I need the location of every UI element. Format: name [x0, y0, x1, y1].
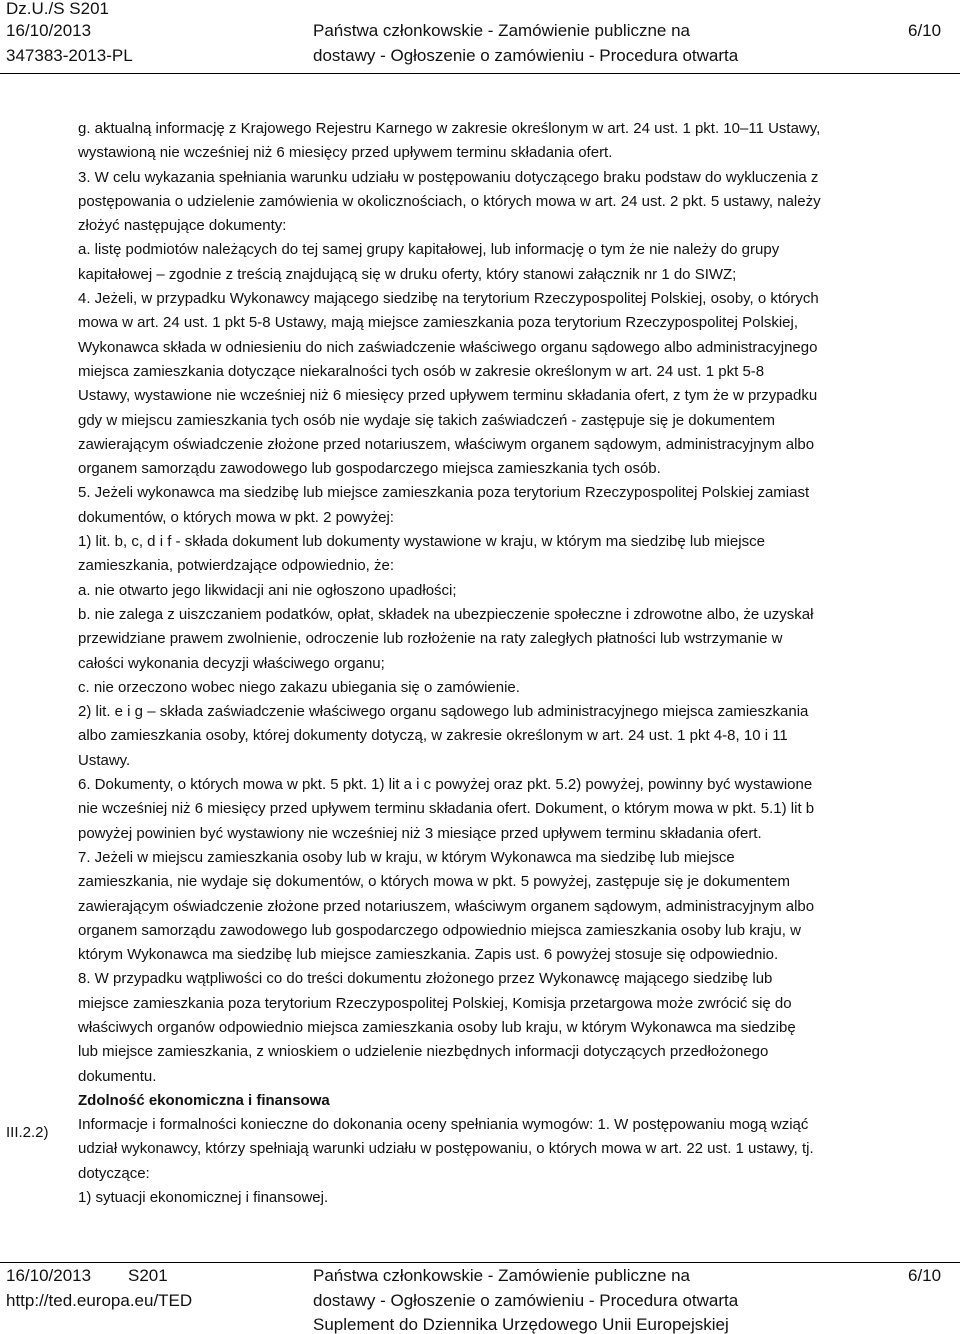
text-line: g. aktualną informację z Krajowego Rejestru Karnego w zakresie określonym w art. 24 ust. 1 pkt. 10–11 Ustawy, [78, 120, 821, 137]
header-divider [0, 73, 960, 74]
text-line: Wykonawca składa w odniesieniu do nich zaświadczenie właściwego organu sądowego albo administracyjnego [78, 338, 818, 356]
text-line: zawierającym oświadczenie złożone przed notariuszem, właściwym organem sądowym, administracyjnym albo [78, 897, 815, 915]
text-line: nie wcześniej niż 6 miesięcy przed upływem terminu składania ofert. Dokument, o którym mowa w pkt. 5.1) lit b [78, 800, 815, 818]
text-line: b. nie zalega z uiszczaniem podatków, opłat, składek na ubezpieczenie społeczne i zdrowotne albo, że uzyskał [78, 605, 814, 623]
footer-url[interactable]: http://ted.europa.eu/TED [6, 1291, 193, 1310]
header-page-number: 6/10 [908, 21, 942, 40]
footer-title-line3: Suplement do Dziennika Urzędowego Unii Europejskiej [313, 1315, 729, 1334]
text-line: albo zamieszkania osoby, której dokumenty dotyczą, w zakresie określonym w art. 24 ust. 1 pkt 4-8, 10 i 11 [78, 727, 788, 745]
text-line: organem samorządu zawodowego lub gospodarczego odpowiednio miejsca zamieszkania osoby lub kraju, w [78, 921, 801, 939]
text-line: kapitałowej – zgodnie z treścią znajdującą się w druku oferty, który stanowi załącznik nr 1 do SIWZ; [78, 265, 737, 283]
text-line: miejsce zamieszkania poza terytorium Rzeczypospolitej Polskiej, Komisja przetargowa może zwrócić się do [78, 994, 792, 1012]
text-line: powyżej powinien być wystawiony nie wcześniej niż 3 miesiące przed upływem terminu składania ofert. [78, 824, 762, 842]
text-line: 4. Jeżeli, w przypadku Wykonawcy mającego siedzibę na terytorium Rzeczypospolitej Polskiej, osoby, o których [78, 290, 819, 308]
text-line: gdy w miejscu zamieszkania tych osób nie wydaje się takich zaświadczeń - zastępuje się je dokumentem [78, 411, 775, 429]
text-line: a. listę podmiotów należących do tej samej grupy kapitałowej, lub informację o tym że nie należy do grupy [78, 241, 780, 259]
text-line: przewidziane prawem zwolnienie, odroczenie lub rozłożenie na raty zaległych płatności lub wstrzymanie w [78, 630, 783, 648]
text-line: którym Wykonawca ma siedzibę lub miejsce zamieszkania. Zapis ust. 6 powyżej stosuje się odpowiednio. [78, 946, 779, 964]
text-line: lub miejsce zamieszkania, z wnioskiem o udzielenie niezbędnych informacji dotyczących przedłożonego [78, 1043, 769, 1061]
footer-title-line1: Państwa członkowskie - Zamówienie publiczne na [313, 1266, 691, 1285]
text-line: 8. W przypadku wątpliwości co do treści dokumentu złożonego przez Wykonawcę mającego siedzibę lub [78, 970, 773, 988]
section-text-line: Informacje i formalności konieczne do dokonania oceny spełniania wymogów: 1. W postępowaniu mogą wziąć [78, 1116, 809, 1134]
header-date: 16/10/2013 [6, 21, 92, 40]
header-title-line1: Państwa członkowskie - Zamówienie publiczne na [313, 21, 691, 40]
text-line: 3. W celu wykazania spełniania warunku udziału w postępowaniu dotyczącego braku podstaw do wykluczenia z [78, 168, 819, 186]
text-line: mowa w art. 24 ust. 1 pkt 5-8 Ustawy, mają miejsce zamieszkania poza terytorium Rzeczypospolitej Polskiej, [78, 314, 798, 332]
section-heading: Zdolność ekonomiczna i finansowa [78, 1091, 330, 1109]
section-text-line: udział wykonawcy, którzy spełniają warunki udziału w postępowaniu, o których mowa w art. 22 ust. 1 ustawy, tj. [78, 1140, 814, 1158]
footer-date: 16/10/2013 [6, 1266, 92, 1285]
text-line: zamieszkania, potwierdzające odpowiednio, że: [78, 557, 395, 575]
text-line: 6. Dokumenty, o których mowa w pkt. 5 pkt. 1) lit a i c powyżej oraz pkt. 5.2) powyżej, powinny być wystawione [78, 776, 813, 794]
text-line: 5. Jeżeli wykonawca ma siedzibę lub miejsce zamieszkania poza terytorium Rzeczypospolitej Polskiej zamiast [78, 484, 810, 502]
text-line: dokumentów, o których mowa w pkt. 2 powyżej: [78, 508, 394, 526]
footer-divider [0, 1262, 960, 1263]
text-line: miejsca zamieszkania dotyczące niekaralności tych osób w zakresie określonym w art. 24 ust. 1 pkt 5-8 [78, 362, 765, 380]
section-number: III.2.2) [6, 1124, 49, 1141]
notice-number: 347383-2013-PL [6, 46, 133, 65]
text-line: wystawioną nie wcześniej niż 6 miesięcy przed upływem terminu składania ofert. [78, 144, 613, 162]
section-text-line: 1) sytuacji ekonomicznej i finansowej. [78, 1189, 329, 1207]
text-line: dokumentu. [78, 1067, 157, 1085]
text-line: Ustawy, wystawione nie wcześniej niż 6 miesięcy przed upływem terminu składania ofert, z tym że w przypadku [78, 387, 818, 405]
footer-series: S201 [128, 1266, 168, 1285]
text-line: 7. Jeżeli w miejscu zamieszkania osoby lub w kraju, w którym Wykonawca ma siedzibę lub miejsce [78, 848, 735, 866]
text-line: złożyć następujące dokumenty: [78, 217, 287, 235]
doc-id: Dz.U./S S201 [6, 0, 109, 18]
text-line: organem samorządu zawodowego lub gospodarczego miejsca zamieszkania tych osób. [78, 460, 661, 478]
footer-title-line2: dostawy - Ogłoszenie o zamówieniu - Procedura otwarta [313, 1291, 739, 1310]
footer-page-number: 6/10 [908, 1266, 942, 1285]
text-line: całości wykonania decyzji właściwego organu; [78, 654, 385, 672]
section-text-line: dotyczące: [78, 1164, 150, 1182]
text-line: postępowania o udzielenie zamówienia w okolicznościach, o których mowa w art. 24 ust. 2 pkt. 5 ustawy, należy [78, 192, 821, 210]
text-line: właściwych organów odpowiednio miejsca zamieszkania osoby lub kraju, w którym Wykonawca ma siedzibę [78, 1018, 796, 1036]
document-body [78, 117, 958, 1210]
text-line: c. nie orzeczono wobec niego zakazu ubiegania się o zamówienie. [78, 678, 520, 696]
text-line: a. nie otwarto jego likwidacji ani nie ogłoszono upadłości; [78, 581, 457, 599]
header-title-line2: dostawy - Ogłoszenie o zamówieniu - Procedura otwarta [313, 46, 739, 65]
text-line: 2) lit. e i g – składa zaświadczenie właściwego organu sądowego lub administracyjnego miejsca zamieszkania [78, 703, 809, 721]
text-line: zawierającym oświadczenie złożone przed notariuszem, właściwym organem sądowym, administracyjnym albo [78, 435, 815, 453]
text-line: zamieszkania, nie wydaje się dokumentów, o których mowa w pkt. 5 powyżej, zastępuje się je dokumentem [78, 873, 791, 891]
text-line: Ustawy. [78, 751, 131, 769]
text-line: 1) lit. b, c, d i f - składa dokument lub dokumenty wystawione w kraju, w którym ma siedzibę lub miejsce [78, 533, 765, 551]
